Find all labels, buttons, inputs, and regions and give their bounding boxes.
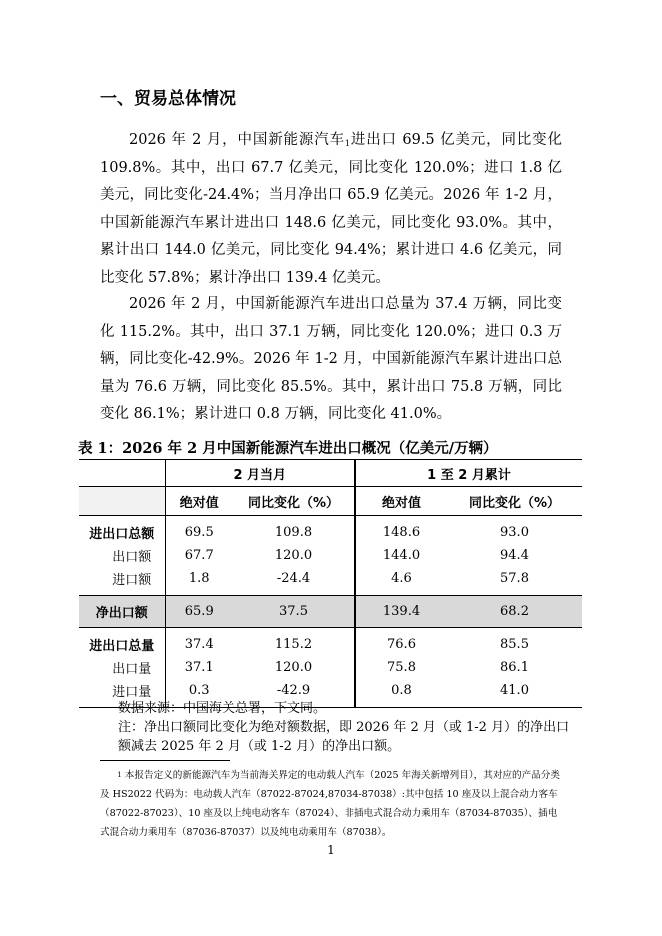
table-corner-cell xyxy=(79,460,165,487)
table-cell: 4.6 xyxy=(355,567,447,596)
table-cell: 144.0 xyxy=(355,544,447,567)
table-caption: 表 1：2026 年 2 月中国新能源汽车进出口概况（亿美元/万辆） xyxy=(78,440,498,457)
table-cell: 109.8 xyxy=(274,525,313,540)
sub-header-absolute: 绝对值 xyxy=(165,487,233,516)
table-cell: 120.0 xyxy=(274,660,313,675)
table-cell: 69.5 xyxy=(184,525,214,540)
table-row xyxy=(79,628,582,657)
row-label: 进口额 xyxy=(79,567,165,596)
table-cell: 148.6 xyxy=(355,516,447,545)
row-label: 进口量 xyxy=(79,679,165,708)
table-cell: 93.0 xyxy=(500,525,529,540)
section-title: 一、贸易总体情况 xyxy=(100,89,236,109)
data-source-note: 数据来源：中国海关总署，下文同。 xyxy=(118,701,327,716)
table-cell: 65.9 xyxy=(165,596,233,628)
table-cell: 120.0 xyxy=(274,548,313,563)
table-cell: 1.8 xyxy=(188,571,210,586)
paragraph-1-body: 进出口 69.5 亿美元，同比变化 109.8%。其中，出口 67.7 亿美元，同比变化 120.0%；进口 1.8 亿美元，同比变化-24.4%；当月净出口 65.9 亿美元。2026 年 1-2 月，中国新能源汽车累计进出口 148.6 亿美元，同比变化 93.0%。其中，累计出口 144.0 亿美元，同比变化 94.4%；累计进口 4.6 亿美元，同比变化 57.8%；累计净出口 139.4 亿美元。 xyxy=(100,132,562,286)
table-row-net-export xyxy=(79,596,582,628)
table-sub-header-row xyxy=(79,487,582,516)
table-corner-cell xyxy=(79,487,165,516)
table-cell: 37.5 xyxy=(233,596,355,628)
table-cell: 139.4 xyxy=(355,596,447,628)
table-cell: -24.4 xyxy=(276,571,311,586)
table-cell: 68.2 xyxy=(447,596,582,628)
row-label: 出口量 xyxy=(79,656,165,679)
paragraph-trade-volume: 2026 年 2 月，中国新能源汽车进出口总量为 37.4 万辆，同比变化 115.2%。其中，出口 37.1 万辆，同比变化 120.0%；进口 0.3 万辆，同比变化-42.9%。2026 年 1-2 月，中国新能源汽车累计进出口总量为 76.6 万辆，同比变化 85.5%。其中，累计出口 75.8 万辆，同比变化 86.1%；累计进口 0.8 万辆，同比变化 41.0%。 xyxy=(100,296,562,422)
table-row xyxy=(79,544,582,567)
table-notes xyxy=(118,699,578,756)
table-row xyxy=(79,516,582,545)
table-cell: 37.4 xyxy=(184,637,214,652)
table-cell: -42.9 xyxy=(233,679,355,708)
trade-summary-table xyxy=(79,459,582,708)
row-label: 进出口总额 xyxy=(79,516,165,545)
row-label: 出口额 xyxy=(79,544,165,567)
sub-header-absolute: 绝对值 xyxy=(355,487,447,516)
table-row xyxy=(79,567,582,596)
sub-header-yoy: 同比变化（%） xyxy=(233,487,355,516)
paragraph-trade-value xyxy=(100,127,562,292)
table-cell: 85.5 xyxy=(500,637,529,652)
footnote-number: 1 xyxy=(117,771,122,779)
table-cell: 115.2 xyxy=(274,637,313,652)
footnote xyxy=(100,766,562,842)
sub-header-yoy: 同比变化（%） xyxy=(447,487,582,516)
table-cell: 86.1 xyxy=(500,660,529,675)
table-row xyxy=(79,656,582,679)
row-label: 进出口总量 xyxy=(79,628,165,657)
footnote-divider xyxy=(100,760,230,761)
page-number: 1 xyxy=(327,843,335,857)
table-cell: 94.4 xyxy=(500,548,529,563)
table-group-header-row xyxy=(79,460,582,487)
footnote-marker: 1 xyxy=(344,139,351,148)
table-cell: 75.8 xyxy=(355,656,447,679)
paragraph-1-lead: 2026 年 2 月，中国新能源汽车 xyxy=(129,132,345,148)
table-cell: 67.7 xyxy=(184,548,214,563)
table-cell: 37.1 xyxy=(184,660,214,675)
table-cell: 76.6 xyxy=(355,628,447,657)
table-cell: 57.8 xyxy=(500,571,529,586)
group-header-current-month: 2 月当月 xyxy=(165,460,355,487)
row-label: 净出口额 xyxy=(79,596,165,628)
group-header-cumulative: 1 至 2 月累计 xyxy=(355,460,582,487)
table-cell: 41.0 xyxy=(447,679,582,708)
table-cell: 0.8 xyxy=(355,679,447,708)
footnote-text: 本报告定义的新能源汽车为当前海关界定的电动载人汽车（2025 年海关新增列目），其对应的产品分类及 HS2022 代码为：电动载人汽车（87022-87024,87034-87038）:其中包括 10 座及以上混合动力客车（87022-87023）、10 座及以上纯电动客车（87024）、非插电式混合动力乘用车（87034-87035）、插电式混合动力乘用车（87036-87037）以及纯电动乘用车（87038）。 xyxy=(100,770,560,838)
net-export-note: 注：净出口额同比变化为绝对额数据，即 2026 年 2 月（或 1-2 月）的净出口额减去 2025 年 2 月（或 1-2 月）的净出口额。 xyxy=(118,720,570,754)
table-cell: 0.3 xyxy=(165,679,233,708)
